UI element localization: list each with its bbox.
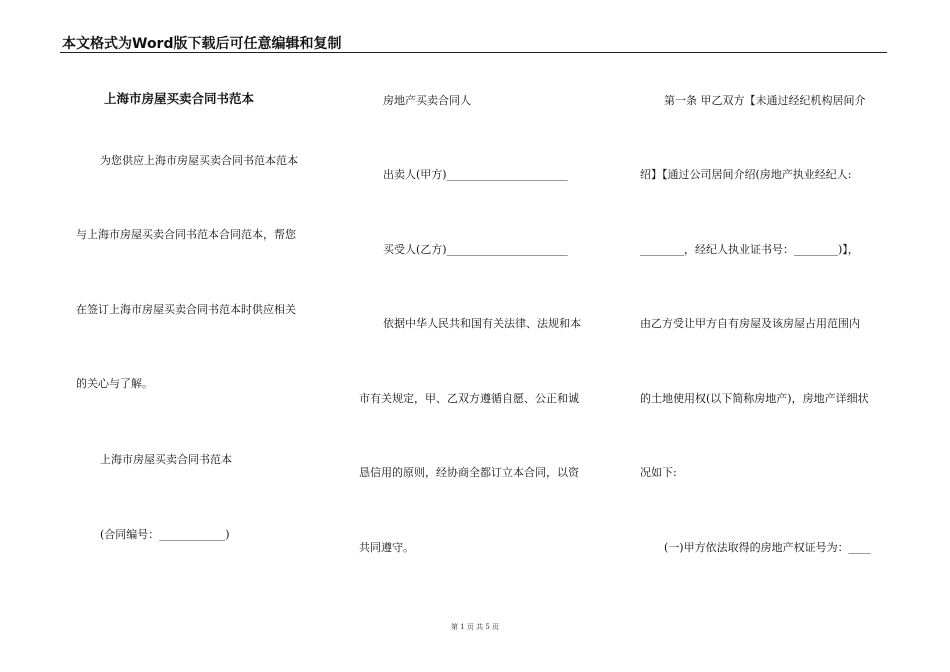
text-line: 为您供应上海市房屋买卖合同书范本范本 — [100, 154, 298, 167]
text-line: 绍】【通过公司居间介绍(房地产执业经纪人: — [640, 168, 852, 181]
contract-number-line: (合同编号：____________) — [100, 528, 230, 541]
text-line: 在签订上海市房屋买卖合同书范本时供应相关 — [76, 303, 296, 316]
document-header-title: 本文格式为Word版下载后可任意编辑和复制 — [62, 36, 342, 52]
page-indicator: 第 1 页 共 5 页 — [450, 623, 500, 631]
article-heading: 第一条 甲乙双方【未通过经纪机构居间介 — [664, 94, 866, 107]
text-line: 况如下: — [640, 466, 677, 479]
text-line: 依据中华人民共和国有关法律、法规和本 — [383, 317, 581, 330]
text-column-2 — [359, 0, 604, 640]
text-line: (一)甲方依法取得的房地产权证号为：____ — [664, 541, 871, 554]
text-column-1 — [76, 0, 321, 640]
seller-line: 出卖人(甲方)______________________ — [383, 168, 568, 181]
section-heading: 上海市房屋买卖合同书范本 — [100, 453, 232, 466]
text-line: 与上海市房屋买卖合同书范本合同范本，帮您 — [76, 228, 296, 241]
text-line: 市有关规定，甲、乙双方遵循自愿、公正和诚 — [359, 392, 579, 405]
text-line: ________，经纪人执业证书号：________)】， — [640, 243, 859, 256]
text-line: 由乙方受让甲方自有房屋及该房屋占用范围内 — [640, 317, 860, 330]
text-line: 的关心与了解。 — [76, 377, 153, 390]
buyer-line: 买受人(乙方)______________________ — [383, 243, 568, 256]
text-line: 的土地使用权(以下简称房地产)，房地产详细状 — [640, 392, 869, 405]
text-column-3 — [640, 0, 885, 640]
contract-title: 上海市房屋买卖合同书范本 — [104, 91, 255, 106]
text-line: 共同遵守。 — [359, 541, 414, 554]
text-line: 恳信用的原则，经协商全都订立本合同，以资 — [359, 466, 579, 479]
text-line: 房地产买卖合同人 — [383, 94, 471, 107]
